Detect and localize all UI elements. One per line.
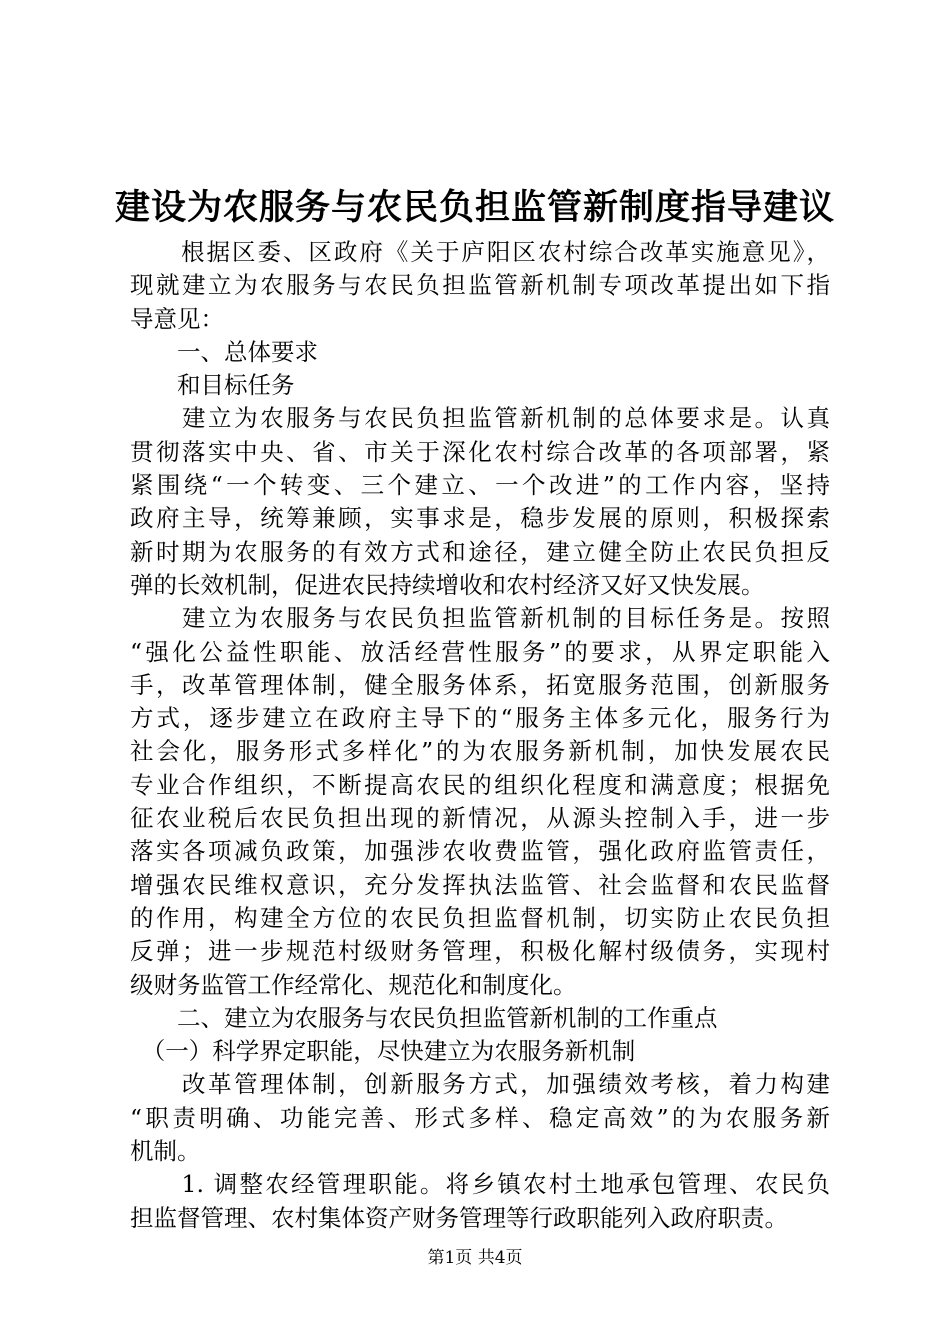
paragraph-line: 政府主导，统筹兼顾，实事求是，稳步发展的原则，积极探索 [130,504,830,533]
paragraph-line: 反弹；进一步规范村级财务管理，积极化解村级债务，实现村 [130,937,830,966]
paragraph-line: 方式，逐步建立在政府主导下的“服务主体多元化，服务行为 [130,704,830,733]
paragraph-line: 和目标任务 [130,371,295,400]
paragraph-line: 专业合作组织，不断提高农民的组织化程度和满意度；根据免 [130,770,830,799]
paragraph-line: 担监督管理、农村集体资产财务管理等行政职能列入政府职责。 [130,1203,788,1232]
paragraph-line: 征农业税后农民负担出现的新情况，从源头控制入手，进一步 [130,804,830,833]
paragraph-line: 紧围绕“一个转变、三个建立、一个改进”的工作内容，坚持 [130,471,830,500]
paragraph-line: 根据区委、区政府《关于庐阳区农村综合改革实施意见》， [130,238,830,266]
paragraph-line: 弹的长效机制，促进农民持续增收和农村经济又好又快发展。 [130,570,765,599]
paragraph-line: 二、建立为农服务与农民负担监管新机制的工作重点 [130,1003,718,1032]
paragraph-line: 现就建立为农服务与农民负担监管新机制专项改革提出如下指 [130,271,830,300]
paragraph-line: 级财务监管工作经常化、规范化和制度化。 [130,970,577,999]
paragraph-line: 导意见： [130,304,224,333]
paragraph-line: （一）科学界定职能，尽快建立为农服务新机制 [130,1037,636,1066]
paragraph-line: 1. 调整农经管理职能。将乡镇农村土地承包管理、农民负 [130,1170,830,1199]
paragraph-line: 新时期为农服务的有效方式和途径，建立健全防止农民负担反 [130,537,830,566]
paragraph-line: 落实各项减负政策，加强涉农收费监管，强化政府监管责任， [130,837,830,866]
page-number: 第1页 共4页 [427,1248,523,1268]
paragraph-line: 增强农民维权意识，充分发挥执法监管、社会监督和农民监督 [130,870,830,899]
paragraph-line: 改革管理体制，创新服务方式，加强绩效考核，着力构建 [130,1070,830,1099]
paragraph-line: 建立为农服务与农民负担监管新机制的目标任务是。按照 [130,604,830,633]
paragraph-line: 建立为农服务与农民负担监管新机制的总体要求是。认真 [130,404,830,433]
paragraph-line: 一、总体要求 [130,337,318,366]
paragraph-line: 机制。 [130,1137,201,1166]
paragraph-line: 贯彻落实中央、省、市关于深化农村综合改革的各项部署，紧 [130,437,830,466]
paragraph-line: “职责明确、功能完善、形式多样、稳定高效”的为农服务新 [130,1103,830,1132]
document-title: 建设为农服务与农民负担监管新制度指导建议 [114,187,835,228]
paragraph-line: 社会化，服务形式多样化”的为农服务新机制，加快发展农民 [130,737,830,766]
paragraph-line: 手，改革管理体制，健全服务体系，拓宽服务范围，创新服务 [130,670,830,699]
paragraph-line: “强化公益性职能、放活经营性服务”的要求，从界定职能入 [130,637,830,666]
paragraph-line: 的作用，构建全方位的农民负担监督机制，切实防止农民负担 [130,903,830,932]
document-body [130,236,830,1235]
